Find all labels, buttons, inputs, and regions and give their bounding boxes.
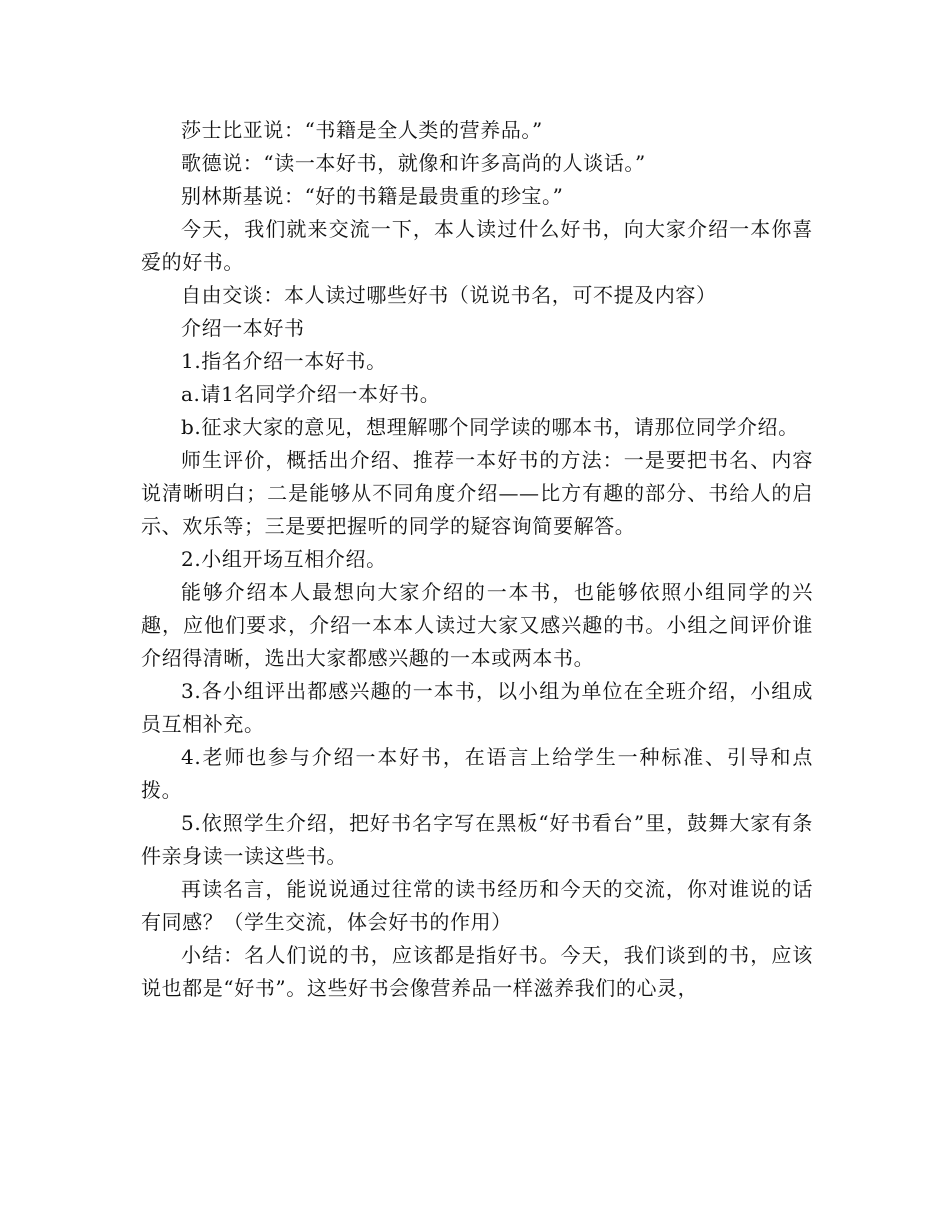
document-body — [141, 114, 813, 1005]
paragraph-free-talk: 自由交谈：本人读过哪些好书（说说书名，可不提及内容） — [181, 283, 717, 307]
list-item-2: 2.小组开场互相介绍。 — [181, 547, 387, 571]
list-item-5: 5.依照学生介绍，把好书名字写在黑板“好书看台”里，鼓舞大家有条件亲身读一读这些书。 — [141, 811, 813, 868]
quote-belinsky: 别林斯基说：“好的书籍是最贵重的珍宝。” — [181, 184, 564, 208]
list-item-4: 4.老师也参与介绍一本好书，在语言上给学生一种标准、引导和点拨。 — [141, 745, 813, 802]
paragraph-evaluation: 师生评价，概括出介绍、推荐一本好书的方法：一是要把书名、内容说清晰明白；二是能够从不同角度介绍——比方有趣的部分、书给人的启示、欢乐等；三是要把握听的同学的疑容询简要解答。 — [141, 448, 813, 538]
list-item-1: 1.指名介绍一本好书。 — [181, 349, 387, 373]
paragraph-reread-quotes: 再读名言，能说说通过往常的读书经历和今天的交流，你对谁说的话有同感？（学生交流，体会好书的作用） — [141, 877, 813, 934]
paragraph-group-intro: 能够介绍本人最想向大家介绍的一本书，也能够依照小组同学的兴趣，应他们要求，介绍一本本人读过大家又感兴趣的书。小组之间评价谁介绍得清晰，选出大家都感兴趣的一本或两本书。 — [141, 580, 813, 670]
paragraph-summary: 小结：名人们说的书，应该都是指好书。今天，我们谈到的书，应该说也都是“好书”。这些好书会像营养品一样滋养我们的心灵， — [141, 943, 813, 1000]
list-item-1b: b.征求大家的意见，想理解哪个同学读的哪本书，请那位同学介绍。 — [181, 415, 799, 439]
list-item-1a: a.请1名同学介绍一本好书。 — [181, 382, 441, 406]
quote-shakespeare: 莎士比亚说：“书籍是全人类的营养品。” — [181, 118, 543, 142]
paragraph-introduction: 今天，我们就来交流一下，本人读过什么好书，向大家介绍一本你喜爱的好书。 — [141, 217, 813, 274]
section-heading-introduce-book: 介绍一本好书 — [181, 316, 305, 340]
quote-goethe: 歌德说：“读一本好书，就像和许多高尚的人谈话。” — [181, 151, 646, 175]
list-item-3: 3.各小组评出都感兴趣的一本书，以小组为单位在全班介绍，小组成员互相补充。 — [141, 679, 813, 736]
